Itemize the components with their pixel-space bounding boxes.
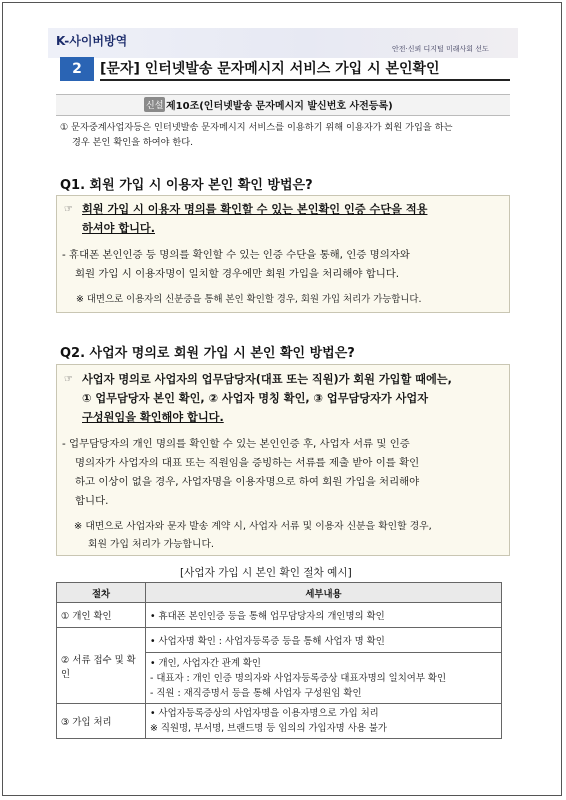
detail-cell — [146, 603, 502, 628]
q1-answer — [82, 200, 427, 238]
q2-detail-line-3: 하고 이상이 없을 경우, 사업자명을 이용자명으로 하여 회원 가입을 처리해야 — [75, 476, 420, 488]
pointing-hand-icon: ☞ — [64, 204, 73, 215]
detail-line: • 사업자등록증상의 사업자명을 이용자명으로 가입 처리 — [150, 708, 379, 719]
section-number: 2 — [60, 57, 94, 81]
q1-note: ※ 대면으로 이용자의 신분증을 통해 본인 확인할 경우, 회원 가입 처리가 가능합니다. — [76, 294, 422, 305]
procedure-table — [56, 582, 502, 739]
q1-answer-line-2: 하셔야 합니다. — [82, 222, 155, 235]
q2-detail-line-1: - 업무담당자의 개인 명의를 확인할 수 있는 본인인증 후, 사업자 서류 및 인증 — [62, 438, 410, 450]
q2-detail-line-4: 합니다. — [75, 495, 109, 507]
header-tagline: 안전·신뢰 디지털 미래사회 선도 — [392, 45, 489, 53]
q2-detail-line-2: 명의자가 사업자의 대표 또는 직원임을 증빙하는 서류를 제출 받아 이를 확인 — [75, 457, 420, 469]
q2-answer-line-1: 사업자 명의로 사업자의 업무담당자(대표 또는 직원)가 회원 가입할 때에는, — [82, 373, 452, 386]
step-cell: ① 개인 확인 — [57, 603, 146, 628]
step-cell: ② 서류 접수 및 확인 — [57, 628, 146, 704]
law-title: 제10조(인터넷발송 문자메시지 발신번호 사전등록) — [166, 101, 393, 112]
q2-answer-line-2: ① 업무담당자 본인 확인, ② 사업자 명칭 확인, ③ 업무담당자가 사업자 — [82, 392, 429, 405]
q1-answer-line-1: 회원 가입 시 이용자 명의를 확인할 수 있는 본인확인 인증 수단을 적용 — [82, 203, 428, 216]
q2-note-line-1: ※ 대면으로 사업자와 문자 발송 계약 시, 사업자 서류 및 이용자 신분을 확인할 경우, — [74, 521, 432, 532]
q2-detail — [62, 435, 419, 511]
q1-detail-line-2: 회원 가입 시 이용자명이 일치할 경우에만 회원 가입을 처리해야 합니다. — [75, 268, 400, 280]
detail-line: • 사업자명 확인 : 사업자등록증 등을 통해 사업자 명 확인 — [150, 636, 385, 647]
table-header-row — [57, 583, 502, 603]
q2-answer-line-3: 구성원임을 확인해야 합니다. — [82, 411, 224, 424]
q1-heading: Q1. 회원 가입 시 이용자 본인 확인 방법은? — [60, 178, 313, 193]
table-row — [57, 603, 502, 628]
law-body — [60, 120, 520, 150]
detail-line: ※ 직원명, 부서명, 브랜드명 등 임의의 가입자명 사용 불가 — [150, 723, 387, 734]
table-row — [57, 628, 502, 653]
law-line-1: ① 문자중계사업자등은 인터넷발송 문자메시지 서비스를 이용하기 위해 이용자가 회원 가입을 하는 — [60, 122, 453, 133]
detail-line: • 개인, 사업자간 관계 확인 — [150, 657, 261, 669]
detail-line: • 휴대폰 본인인증 등을 통해 업무담당자의 개인명의 확인 — [150, 611, 385, 622]
detail-line: - 대표자 : 개인 인증 명의자와 사업자등록증상 대표자명의 일치여부 확인 — [150, 672, 446, 684]
new-badge: 신설 — [144, 97, 165, 112]
column-header: 절차 — [57, 583, 146, 603]
column-header: 세부내용 — [146, 583, 502, 603]
q1-detail — [62, 246, 410, 284]
step-cell: ③ 가입 처리 — [57, 704, 146, 739]
logo: K-사이버방역 — [56, 34, 128, 48]
q2-note-line-2: 회원 가입 처리가 가능합니다. — [88, 539, 215, 550]
detail-cell — [146, 653, 502, 704]
q2-note — [74, 518, 432, 554]
section-title: [문자] 인터넷발송 문자메시지 서비스 가입 시 본인확인 — [100, 57, 510, 81]
q2-heading: Q2. 사업자 명의로 회원 가입 시 본인 확인 방법은? — [60, 346, 355, 361]
detail-line: - 직원 : 재직증명서 등을 통해 사업자 구성원임 확인 — [150, 687, 362, 699]
table-caption: [사업자 가입 시 본인 확인 절차 예시] — [180, 567, 352, 579]
detail-cell — [146, 704, 502, 739]
table-row — [57, 704, 502, 739]
detail-cell — [146, 628, 502, 653]
q2-answer — [82, 370, 452, 427]
pointing-hand-icon: ☞ — [64, 374, 73, 385]
q1-detail-line-1: - 휴대폰 본인인증 등 명의를 확인할 수 있는 인증 수단을 통해, 인증 명의자와 — [62, 249, 410, 261]
law-line-2: 경우 본인 확인을 하여야 한다. — [72, 137, 194, 148]
